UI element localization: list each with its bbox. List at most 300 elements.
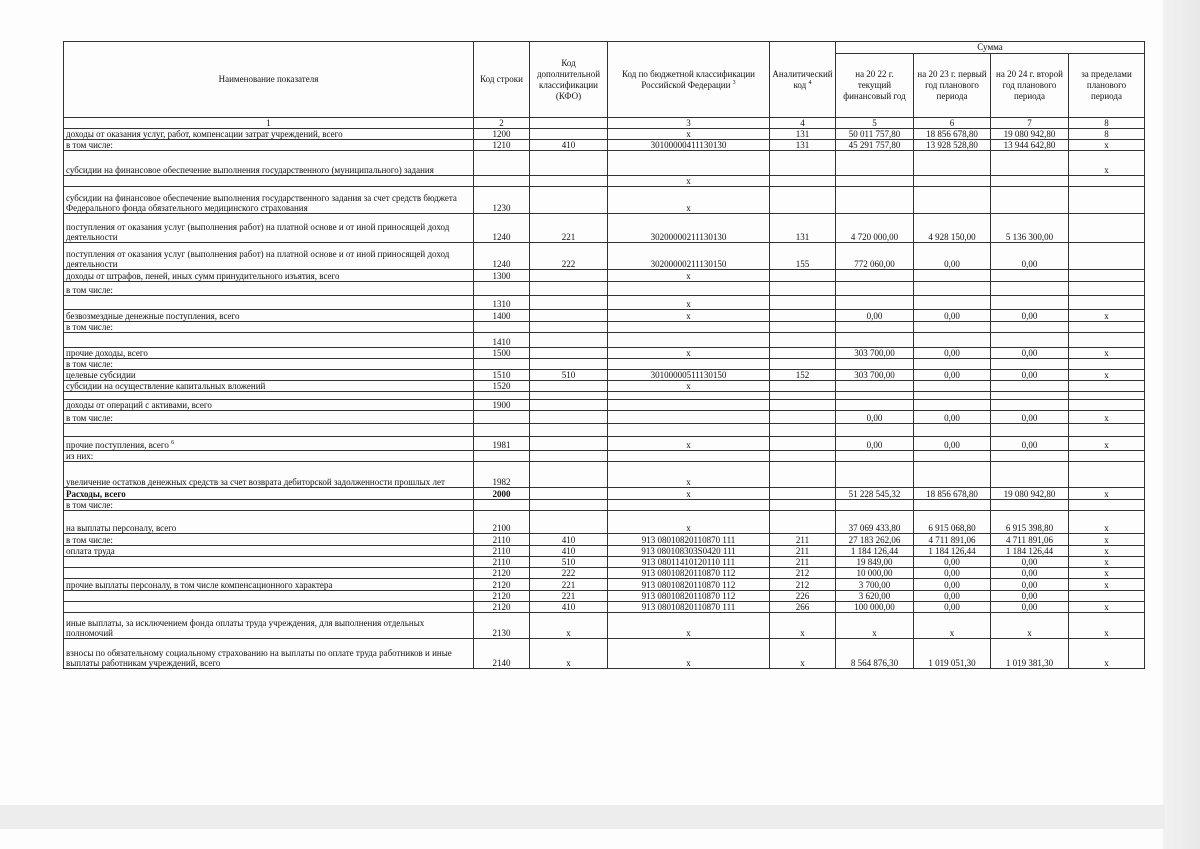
cell-bk: 913 08011410120110 111 — [608, 557, 770, 568]
cell-kfo: 410 — [530, 602, 608, 613]
table-row — [64, 140, 1145, 151]
cell-kfo: 221 — [530, 579, 608, 591]
cell-an — [770, 282, 836, 296]
cell-name: субсидии на осуществление капитальных вложений — [64, 381, 474, 392]
cell-v3 — [991, 176, 1069, 187]
table-row — [64, 359, 1145, 370]
cell-v2: 0,00 — [914, 437, 991, 451]
cell-v2: 0,00 — [914, 591, 991, 602]
header-year-plan-2: на 20 24 г. второй год планового периода — [991, 54, 1069, 118]
cell-code: 1300 — [474, 270, 530, 282]
cell-name: взносы по обязательному социальному страхованию на выплаты по оплате труда работников и иные выплаты работникам учреждений, всего — [64, 639, 474, 669]
cell-v1 — [836, 381, 914, 392]
cell-v1: 3 620,00 — [836, 591, 914, 602]
cell-v2 — [914, 282, 991, 296]
cell-v1: 100 000,00 — [836, 602, 914, 613]
cell-bk: х — [608, 296, 770, 310]
header-kfo: Код дополнительной классификации (КФО) — [530, 42, 608, 118]
cell-v4: х — [1069, 639, 1145, 669]
cell-name: иные выплаты, за исключением фонда оплаты труда учреждения, для выполнения отдельных полномочий — [64, 613, 474, 639]
table-row — [64, 639, 1145, 669]
cell-v2: 0,00 — [914, 243, 991, 270]
cell-v1 — [836, 424, 914, 437]
cell-kfo: х — [530, 639, 608, 669]
cell-kfo — [530, 296, 608, 310]
cell-name: Расходы, всего — [64, 488, 474, 500]
cell-v4: х — [1069, 568, 1145, 579]
header-analytic: Аналитический код $^4$ — [770, 42, 836, 118]
cell-an — [770, 437, 836, 451]
table-row — [64, 310, 1145, 322]
cell-code: 2130 — [474, 613, 530, 639]
cell-v2: 0,00 — [914, 411, 991, 424]
cell-v4 — [1069, 214, 1145, 243]
table-row — [64, 411, 1145, 424]
cell-v3 — [991, 296, 1069, 310]
cell-v2: 18 856 678,80 — [914, 129, 991, 140]
cell-name: в том числе: — [64, 140, 474, 151]
cell-v2 — [914, 151, 991, 176]
cell-v3 — [991, 400, 1069, 411]
cell-v3: 1 184 126,44 — [991, 546, 1069, 557]
cell-name: на выплаты персоналу, всего — [64, 511, 474, 534]
cell-v1: 19 849,00 — [836, 557, 914, 568]
cell-v3: 0,00 — [991, 568, 1069, 579]
cell-v4: х — [1069, 140, 1145, 151]
cell-v1: 0,00 — [836, 310, 914, 322]
cell-code: 1900 — [474, 400, 530, 411]
cell-v1: х — [836, 613, 914, 639]
cell-kfo — [530, 270, 608, 282]
header-name: Наименование показателя — [64, 42, 474, 118]
cell-v4 — [1069, 187, 1145, 214]
cell-code — [474, 322, 530, 333]
cell-an: 155 — [770, 243, 836, 270]
cell-v1: 27 183 262,06 — [836, 534, 914, 546]
cell-v3: 19 080 942,80 — [991, 488, 1069, 500]
cell-bk — [608, 333, 770, 348]
cell-v1 — [836, 359, 914, 370]
cell-v4: 8 — [1069, 129, 1145, 140]
cell-v2 — [914, 500, 991, 511]
cell-code: 1200 — [474, 129, 530, 140]
cell-code: 2120 — [474, 568, 530, 579]
cell-bk: х — [608, 639, 770, 669]
table-row — [64, 187, 1145, 214]
cell-v4 — [1069, 322, 1145, 333]
cell-v3 — [991, 500, 1069, 511]
cell-v1: 1 184 126,44 — [836, 546, 914, 557]
cell-an: 211 — [770, 546, 836, 557]
cell-kfo — [530, 359, 608, 370]
colnum: 4 — [770, 118, 836, 129]
cell-name: увеличение остатков денежных средств за счет возврата дебиторской задолженности прошлых лет — [64, 462, 474, 488]
cell-code: 2120 — [474, 591, 530, 602]
cell-an — [770, 411, 836, 424]
cell-kfo — [530, 451, 608, 462]
cell-name: в том числе: — [64, 500, 474, 511]
cell-v2 — [914, 359, 991, 370]
cell-v4 — [1069, 424, 1145, 437]
cell-v1 — [836, 282, 914, 296]
cell-v1 — [836, 322, 914, 333]
cell-code: 2000 — [474, 488, 530, 500]
cell-bk: х — [608, 462, 770, 488]
cell-bk: 30200000211130150 — [608, 243, 770, 270]
cell-kfo — [530, 310, 608, 322]
table-row — [64, 243, 1145, 270]
cell-an — [770, 187, 836, 214]
cell-v4: х — [1069, 613, 1145, 639]
cell-bk — [608, 451, 770, 462]
cell-v3 — [991, 392, 1069, 400]
cell-kfo — [530, 176, 608, 187]
cell-name — [64, 557, 474, 568]
cell-v3 — [991, 462, 1069, 488]
cell-bk: 30200000211130130 — [608, 214, 770, 243]
cell-v2 — [914, 322, 991, 333]
cell-bk: х — [608, 176, 770, 187]
cell-v4 — [1069, 282, 1145, 296]
cell-v1: 10 000,00 — [836, 568, 914, 579]
cell-kfo: 221 — [530, 591, 608, 602]
cell-v1 — [836, 151, 914, 176]
cell-bk — [608, 322, 770, 333]
cell-v4 — [1069, 176, 1145, 187]
cell-kfo: 222 — [530, 243, 608, 270]
cell-an — [770, 488, 836, 500]
colnum: 5 — [836, 118, 914, 129]
cell-v1 — [836, 333, 914, 348]
cell-kfo — [530, 400, 608, 411]
cell-kfo — [530, 437, 608, 451]
cell-v1 — [836, 451, 914, 462]
cell-bk — [608, 151, 770, 176]
table-row — [64, 557, 1145, 568]
cell-bk — [608, 359, 770, 370]
colnum: 3 — [608, 118, 770, 129]
cell-v2 — [914, 381, 991, 392]
cell-v3 — [991, 282, 1069, 296]
cell-v3 — [991, 451, 1069, 462]
cell-v2 — [914, 451, 991, 462]
cell-name: в том числе: — [64, 282, 474, 296]
cell-an — [770, 500, 836, 511]
cell-kfo — [530, 282, 608, 296]
cell-an: 131 — [770, 140, 836, 151]
cell-v4: х — [1069, 151, 1145, 176]
cell-kfo — [530, 187, 608, 214]
cell-v4: х — [1069, 437, 1145, 451]
cell-code: 2110 — [474, 546, 530, 557]
cell-name: прочие выплаты персоналу, в том числе компенсационного характера — [64, 579, 474, 591]
cell-v4: х — [1069, 310, 1145, 322]
cell-name: из них: — [64, 451, 474, 462]
cell-v2 — [914, 424, 991, 437]
cell-v2 — [914, 270, 991, 282]
cell-v2: 0,00 — [914, 310, 991, 322]
cell-name: в том числе: — [64, 411, 474, 424]
cell-code: 1520 — [474, 381, 530, 392]
cell-v3 — [991, 151, 1069, 176]
cell-bk — [608, 500, 770, 511]
cell-name: в том числе: — [64, 359, 474, 370]
cell-name — [64, 568, 474, 579]
cell-kfo: 510 — [530, 370, 608, 381]
cell-v2: 0,00 — [914, 348, 991, 359]
cell-bk: 913 08010820110870 112 — [608, 591, 770, 602]
cell-v4: х — [1069, 546, 1145, 557]
cell-v3: 6 915 398,80 — [991, 511, 1069, 534]
cell-name: субсидии на финансовое обеспечение выполнения государственного задания за счет средств бюджета Федерального фонда обязательного медицинского страхования — [64, 187, 474, 214]
colnum: 8 — [1069, 118, 1145, 129]
cell-name: безвозмездные денежные поступления, всего — [64, 310, 474, 322]
cell-an: 211 — [770, 534, 836, 546]
cell-v2: 4 711 891,06 — [914, 534, 991, 546]
cell-v2 — [914, 176, 991, 187]
cell-kfo: 510 — [530, 557, 608, 568]
cell-name — [64, 296, 474, 310]
cell-bk: х — [608, 381, 770, 392]
cell-name: прочие поступления, всего $^6$ — [64, 437, 474, 451]
cell-name: в том числе: — [64, 534, 474, 546]
cell-name — [64, 602, 474, 613]
cell-an — [770, 511, 836, 534]
cell-v3: 5 136 300,00 — [991, 214, 1069, 243]
cell-code — [474, 176, 530, 187]
cell-name: прочие доходы, всего — [64, 348, 474, 359]
cell-v2: х — [914, 613, 991, 639]
cell-v3 — [991, 381, 1069, 392]
cell-code — [474, 392, 530, 400]
cell-an: 226 — [770, 591, 836, 602]
table-row — [64, 151, 1145, 176]
colnum: 2 — [474, 118, 530, 129]
cell-v4 — [1069, 296, 1145, 310]
cell-v3: 0,00 — [991, 591, 1069, 602]
cell-v1 — [836, 296, 914, 310]
cell-code: 2110 — [474, 534, 530, 546]
scan-bottom-strip — [0, 805, 1165, 829]
cell-v2: 4 928 150,00 — [914, 214, 991, 243]
cell-v2 — [914, 187, 991, 214]
cell-code: 2120 — [474, 602, 530, 613]
cell-code: 1310 — [474, 296, 530, 310]
cell-kfo — [530, 381, 608, 392]
cell-v2: 13 928 528,80 — [914, 140, 991, 151]
table-row — [64, 381, 1145, 392]
cell-kfo — [530, 392, 608, 400]
cell-v3: 0,00 — [991, 310, 1069, 322]
cell-v1: 303 700,00 — [836, 370, 914, 381]
cell-bk: 913 08010820110870 112 — [608, 579, 770, 591]
cell-kfo: 410 — [530, 140, 608, 151]
header-line-code: Код строки — [474, 42, 530, 118]
cell-kfo — [530, 511, 608, 534]
cell-an: х — [770, 613, 836, 639]
colnum — [530, 118, 608, 129]
cell-v2: 0,00 — [914, 579, 991, 591]
table-row — [64, 488, 1145, 500]
colnum: 7 — [991, 118, 1069, 129]
cell-v2 — [914, 392, 991, 400]
cell-bk: 913 08010820110870 111 — [608, 602, 770, 613]
cell-an — [770, 381, 836, 392]
cell-an — [770, 270, 836, 282]
cell-v3: х — [991, 613, 1069, 639]
cell-bk: х — [608, 348, 770, 359]
header-bk: Код по бюджетной классификации Российской Федерации $^3$ — [608, 42, 770, 118]
cell-v1 — [836, 400, 914, 411]
cell-v2 — [914, 400, 991, 411]
column-numbers-row — [64, 118, 1145, 129]
cell-v1: 303 700,00 — [836, 348, 914, 359]
cell-v1: 3 700,00 — [836, 579, 914, 591]
cell-name: доходы от штрафов, пеней, иных сумм принудительного изъятия, всего — [64, 270, 474, 282]
cell-v2: 6 915 068,80 — [914, 511, 991, 534]
cell-an: 212 — [770, 579, 836, 591]
cell-v3 — [991, 270, 1069, 282]
cell-kfo — [530, 488, 608, 500]
cell-v2 — [914, 462, 991, 488]
header-sum: Сумма — [836, 42, 1145, 54]
cell-code: 1210 — [474, 140, 530, 151]
cell-v2: 0,00 — [914, 602, 991, 613]
cell-v3 — [991, 322, 1069, 333]
table-row — [64, 392, 1145, 400]
cell-code — [474, 500, 530, 511]
cell-v2 — [914, 333, 991, 348]
cell-name: доходы от оказания услуг, работ, компенсации затрат учреждений, всего — [64, 129, 474, 140]
cell-bk — [608, 400, 770, 411]
cell-an — [770, 451, 836, 462]
cell-kfo — [530, 322, 608, 333]
cell-v3: 0,00 — [991, 437, 1069, 451]
cell-v1: 45 291 757,80 — [836, 140, 914, 151]
cell-an — [770, 400, 836, 411]
header-beyond-plan: за пределами планового периода — [1069, 54, 1145, 118]
table-row — [64, 176, 1145, 187]
table-row — [64, 534, 1145, 546]
cell-v3 — [991, 359, 1069, 370]
cell-v3: 0,00 — [991, 370, 1069, 381]
cell-v3: 0,00 — [991, 411, 1069, 424]
cell-kfo: 410 — [530, 546, 608, 557]
cell-name: поступления от оказания услуг (выполнения работ) на платной основе и от иной приносящей доход деятельности — [64, 214, 474, 243]
cell-an: 131 — [770, 129, 836, 140]
cell-v1: 0,00 — [836, 411, 914, 424]
colnum: 6 — [914, 118, 991, 129]
cell-code: 1240 — [474, 243, 530, 270]
cell-an — [770, 333, 836, 348]
cell-kfo — [530, 462, 608, 488]
table-row — [64, 451, 1145, 462]
cell-an — [770, 151, 836, 176]
table-row — [64, 370, 1145, 381]
cell-kfo — [530, 348, 608, 359]
header-year-current: на 20 22 г. текущий финансовый год — [836, 54, 914, 118]
cell-v4 — [1069, 451, 1145, 462]
table-row — [64, 546, 1145, 557]
table-row — [64, 500, 1145, 511]
cell-kfo — [530, 424, 608, 437]
cell-an — [770, 462, 836, 488]
cell-code: 1400 — [474, 310, 530, 322]
cell-v1: 0,00 — [836, 437, 914, 451]
cell-an: х — [770, 639, 836, 669]
cell-v3: 19 080 942,80 — [991, 129, 1069, 140]
cell-bk: х — [608, 437, 770, 451]
cell-bk — [608, 282, 770, 296]
cell-v3: 13 944 642,80 — [991, 140, 1069, 151]
cell-kfo: 222 — [530, 568, 608, 579]
cell-bk: 913 08010820110870 112 — [608, 568, 770, 579]
cell-v1: 772 060,00 — [836, 243, 914, 270]
cell-code: 1410 — [474, 333, 530, 348]
cell-v2 — [914, 296, 991, 310]
cell-v4 — [1069, 270, 1145, 282]
cell-code: 1240 — [474, 214, 530, 243]
cell-v3: 0,00 — [991, 579, 1069, 591]
cell-name: субсидии на финансовое обеспечение выполнения государственного (муниципального) задания — [64, 151, 474, 176]
cell-v1 — [836, 270, 914, 282]
cell-code: 1500 — [474, 348, 530, 359]
cell-an — [770, 176, 836, 187]
cell-bk: х — [608, 187, 770, 214]
table-row — [64, 591, 1145, 602]
cell-bk — [608, 424, 770, 437]
cell-an: 152 — [770, 370, 836, 381]
cell-kfo — [530, 500, 608, 511]
cell-v4: х — [1069, 370, 1145, 381]
cell-v4 — [1069, 392, 1145, 400]
cell-v2: 18 856 678,80 — [914, 488, 991, 500]
cell-v4 — [1069, 243, 1145, 270]
table-row — [64, 462, 1145, 488]
cell-code — [474, 282, 530, 296]
cell-v3 — [991, 187, 1069, 214]
cell-name — [64, 591, 474, 602]
header-year-plan-1: на 20 23 г. первый год планового периода — [914, 54, 991, 118]
cell-an — [770, 348, 836, 359]
cell-bk: 913 08010820110870 111 — [608, 534, 770, 546]
cell-an — [770, 424, 836, 437]
cell-bk: х — [608, 310, 770, 322]
cell-v4 — [1069, 500, 1145, 511]
cell-code — [474, 411, 530, 424]
footnote-mark: 6 — [171, 440, 175, 446]
cell-v3 — [991, 424, 1069, 437]
cell-v3: 0,00 — [991, 243, 1069, 270]
cell-bk — [608, 392, 770, 400]
cell-bk: 30100000511130150 — [608, 370, 770, 381]
cell-bk — [608, 411, 770, 424]
cell-code: 2110 — [474, 557, 530, 568]
table-row — [64, 129, 1145, 140]
cell-v4 — [1069, 591, 1145, 602]
cell-v4 — [1069, 462, 1145, 488]
cell-code: 1982 — [474, 462, 530, 488]
cell-bk: х — [608, 488, 770, 500]
table-row — [64, 270, 1145, 282]
cell-v4: х — [1069, 511, 1145, 534]
cell-kfo — [530, 411, 608, 424]
table-row — [64, 296, 1145, 310]
cell-v2: 0,00 — [914, 568, 991, 579]
table-row — [64, 333, 1145, 348]
cell-v3: 4 711 891,06 — [991, 534, 1069, 546]
cell-v2: 0,00 — [914, 370, 991, 381]
